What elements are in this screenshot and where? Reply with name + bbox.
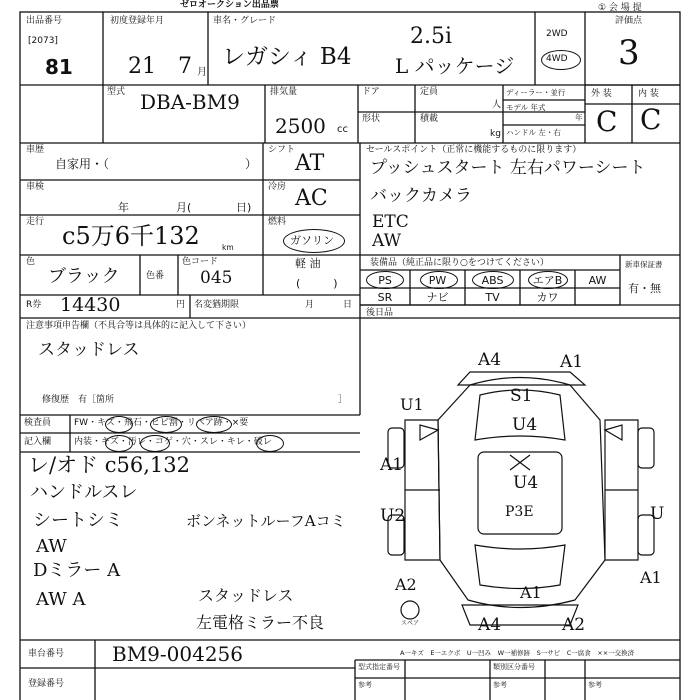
history-label: 車歴	[26, 145, 45, 155]
sales-point-3: ETC	[372, 212, 409, 232]
equip-aw: AW	[588, 274, 607, 287]
remark-6: AW A	[36, 589, 86, 610]
mark-a4-rear: A4	[478, 615, 502, 635]
mark-u4-roof: U4	[513, 473, 539, 493]
approved-month: 月	[305, 300, 315, 310]
rating: 3	[618, 33, 640, 73]
venue-mark: ① 会 場 提	[598, 3, 642, 13]
approved-label: 名変猶期限	[194, 300, 240, 310]
repair-label: 修復歴 有［箇所	[42, 395, 115, 405]
warranty-label: 新車保証書	[625, 260, 663, 269]
after-label: 後日品	[366, 308, 394, 318]
inspection-year-unit: 年	[118, 201, 129, 214]
spare-label: スペア	[401, 620, 420, 627]
equip-tv: TV	[485, 291, 500, 304]
mark-a1-right: A1	[640, 568, 662, 587]
name-grade-label: 車名・グレード	[213, 16, 277, 26]
capacity-label: 定員	[420, 87, 439, 97]
inspector-items: FW・キズ・飛石・ヒビ割・リペア跡・×要	[74, 418, 249, 428]
grade: 2.5i	[410, 24, 453, 49]
fuel-gas: ガソリン	[290, 234, 334, 247]
exterior-label: 外 装	[591, 89, 612, 99]
drive-4wd: 4WD	[546, 54, 568, 64]
sales-point-4: AW	[372, 231, 402, 251]
equip-leather: カワ	[536, 291, 559, 304]
fuel-label: 燃料	[268, 217, 287, 227]
lot-number: 81	[45, 55, 73, 79]
chassis-number: BM9-004256	[112, 642, 244, 666]
mark-a2-rear: A2	[562, 615, 586, 635]
displacement: 2500	[275, 114, 326, 138]
mark-a2-left: A2	[395, 575, 417, 594]
sales-point-2: バックカメラ	[370, 186, 472, 206]
entry-label: 記入欄	[24, 437, 52, 447]
equip-navi: ナビ	[426, 291, 449, 304]
history-close: ）	[245, 157, 258, 171]
approved-paren: ( )	[296, 277, 338, 290]
damage-legend: A一キズ E一エクボ U一凹み W一補修跡 S一サビ C一腐食 ××一交換済	[400, 649, 635, 657]
color-code: 045	[200, 268, 233, 288]
sales-point-label: セールスポイント（正常に機能するものに限ります）	[366, 145, 582, 155]
remark-5: Dミラー A	[33, 560, 121, 581]
entry-items: 内装・キズ・汚レ・コゲ・穴・スレ・キレ・破レ	[74, 437, 272, 447]
mark-u2: U2	[380, 506, 406, 526]
recycle-value: 14430	[60, 294, 121, 316]
remark-7: ボンネットルーフAコミ	[186, 512, 346, 530]
equip-pw: PW	[428, 274, 447, 287]
table-label-1: 型式指定番号	[358, 663, 400, 671]
ac-label: 冷房	[268, 182, 287, 192]
color-label: 色	[26, 257, 36, 267]
history-value: 自家用・（	[55, 157, 110, 171]
rating-label: 評価点	[615, 16, 643, 26]
mileage-label: 走行	[26, 217, 45, 227]
inspection-day-unit: 日)	[236, 201, 252, 214]
remark-4: AW	[36, 536, 67, 557]
table-label-2: 参考	[358, 681, 372, 689]
top-banner: ゼロオークション出品票	[180, 0, 279, 10]
color-code-label: 色番	[146, 271, 165, 281]
car-name: レガシィ B4	[222, 44, 352, 70]
first-reg-year: 21	[128, 54, 156, 79]
chassis-label: 車台番号	[28, 649, 65, 659]
mileage: c5万6千132	[62, 222, 200, 250]
displacement-label: 排気量	[270, 87, 298, 97]
load-unit: kg	[490, 129, 501, 139]
first-reg-label: 初度登録年月	[110, 16, 165, 26]
remark-1: レ/オド c56,132	[28, 453, 190, 477]
model-year-unit: 年	[575, 113, 583, 122]
mark-s1: S1	[510, 386, 533, 406]
reg-label: 登録番号	[28, 679, 65, 689]
grade-2: L パッケージ	[395, 54, 515, 78]
lot-code: [2073]	[28, 36, 58, 46]
equip-airbag: エアB	[532, 274, 563, 287]
table-label-5: 参考	[588, 681, 602, 689]
mark-a1-rear: A1	[520, 583, 542, 602]
model-label: 型式	[107, 87, 126, 97]
dealer-label: ディーラー・並行	[506, 88, 566, 97]
remark-3: シートシミ	[33, 510, 123, 531]
equip-sr: SR	[377, 291, 393, 304]
notes-label: 注意事項申告欄（不具合等は具体的に記入して下さい）	[26, 321, 252, 331]
remark-2: ハンドルスレ	[30, 482, 138, 503]
color-code-label-2: 色コード	[182, 257, 219, 267]
door-label: ドア	[362, 87, 380, 97]
mark-u1: U1	[400, 395, 424, 414]
equip-ps: PS	[378, 274, 392, 287]
interior-grade: C	[640, 103, 662, 136]
mark-u-right: U	[650, 504, 665, 524]
remark-9: 左電格ミラー不良	[196, 613, 325, 632]
equipment-label: 装備品（純正品に限り○をつけてください）	[370, 258, 549, 268]
recycle-unit: 円	[176, 300, 186, 310]
recycle-label: R券	[26, 300, 42, 310]
shift-label: シフト	[268, 145, 296, 155]
displacement-unit: cc	[337, 124, 348, 135]
repair-close: ］	[338, 395, 348, 405]
exterior-grade: C	[596, 105, 618, 138]
model-year-label: モデル 年式	[506, 103, 546, 112]
shape-label: 形状	[362, 114, 381, 124]
equip-abs: ABS	[481, 274, 504, 287]
color: ブラック	[48, 266, 120, 287]
mark-p3e: P3E	[505, 504, 534, 520]
mark-a4-front: A4	[478, 350, 502, 370]
first-reg-month: 7	[178, 54, 192, 79]
table-label-3: 類別区分番号	[493, 663, 535, 671]
remark-8: スタッドレス	[198, 586, 294, 605]
warranty-value: 有・無	[628, 282, 661, 295]
inspection-label: 車検	[26, 182, 45, 192]
model: DBA-BM9	[140, 90, 240, 114]
lot-label: 出品番号	[26, 16, 63, 26]
notes: スタッドレス	[38, 340, 140, 360]
mileage-unit: km	[222, 243, 234, 252]
approved-day: 日	[343, 300, 353, 310]
interior-label: 内 装	[638, 89, 659, 99]
inspector-label: 検査員	[24, 418, 52, 428]
table-label-4: 参考	[493, 681, 507, 689]
fuel-diesel: 軽 油	[295, 257, 321, 270]
load-label: 積載	[420, 114, 439, 124]
mark-a1-front: A1	[560, 352, 584, 372]
capacity-unit: 人	[492, 100, 502, 110]
mark-a1-left: A1	[380, 455, 404, 475]
mark-u4-hood: U4	[512, 415, 538, 435]
ac: AC	[295, 186, 328, 211]
shift: AT	[295, 151, 325, 176]
drive-2wd: 2WD	[546, 29, 568, 39]
inspection-month-unit: 月(	[176, 201, 192, 214]
sales-point-1: プッシュスタート 左右パワーシート	[370, 158, 646, 178]
first-reg-month-unit: 月	[197, 67, 207, 78]
handle-label: ハンドル 左・右	[506, 128, 561, 137]
